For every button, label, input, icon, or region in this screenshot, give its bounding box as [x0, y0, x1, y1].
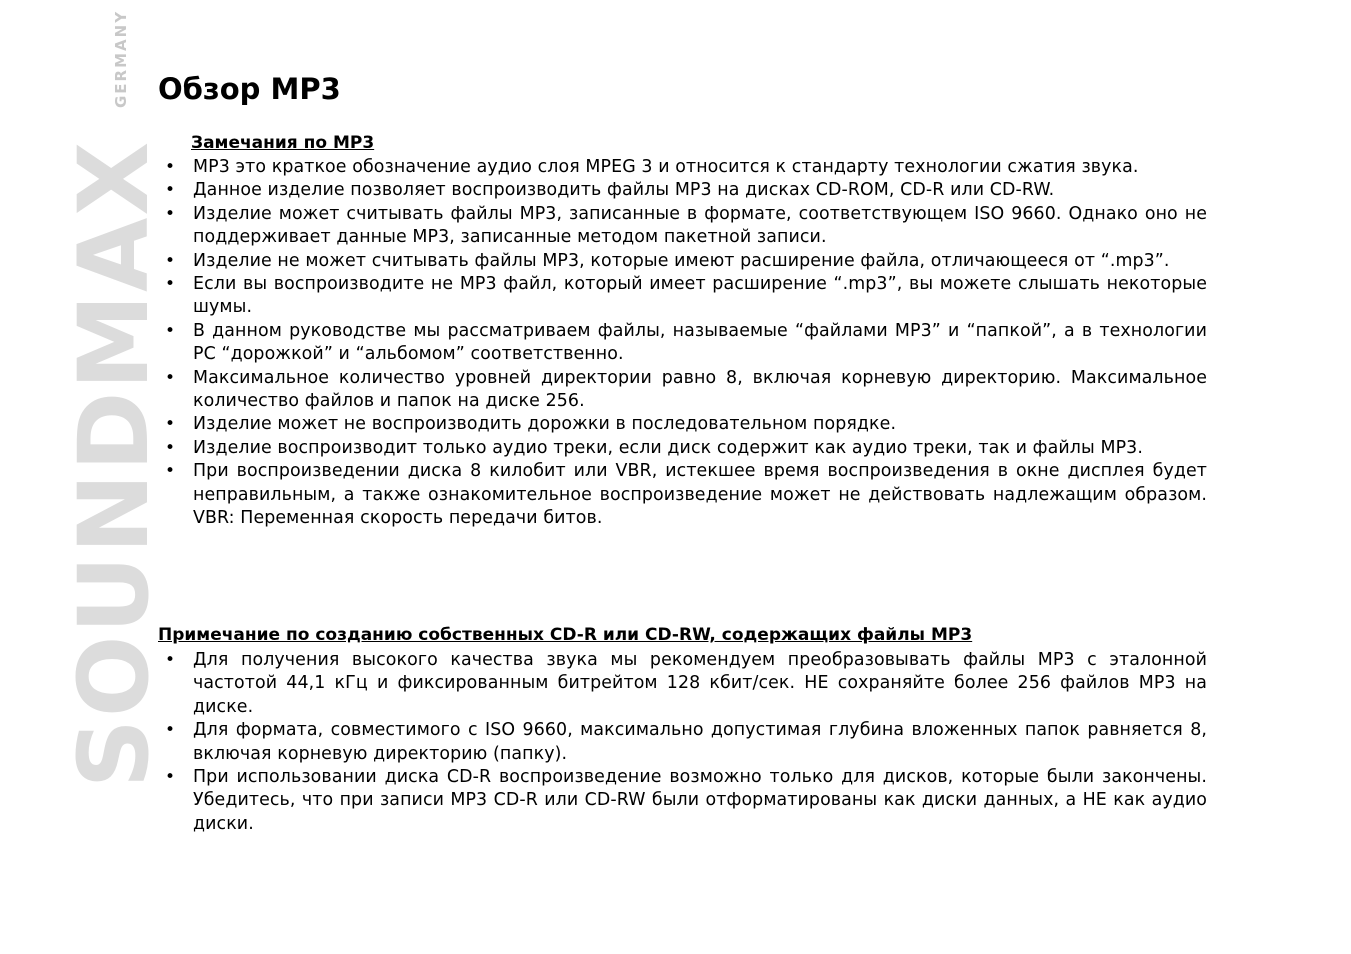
list-item: • Изделие не может считывать файлы MP3, которые имеют расширение файла, отличающееся от “.mp3”. [160, 250, 1207, 273]
list-item: • Изделие может считывать файлы MP3, записанные в формате, соответствующем ISO 9660. Однако оно не поддерживает данные MP3, записанные методом пакетной записи. [160, 203, 1207, 250]
section-heading-mp3-notes: Замечания по MP3 [191, 133, 375, 153]
list-item: • Изделие воспроизводит только аудио треки, если диск содержит как аудио треки, так и файлы MP3. [160, 437, 1207, 460]
page-title: Обзор MP3 [158, 72, 341, 106]
list-item: • В данном руководстве мы рассматриваем файлы, называемые “файлами MP3” и “папкой”, а в технологии PC “дорожкой” и “альбомом” соответственно. [160, 320, 1207, 367]
list-item: • Для формата, совместимого с ISO 9660, максимально допустимая глубина вложенных папок равняется 8, включая корневую директорию (папку). [160, 719, 1207, 766]
mp3-notes-list [160, 156, 1207, 531]
list-item: • При использовании диска CD-R воспроизведение возможно только для дисков, которые были закончены. Убедитесь, что при записи MP3 CD-R или CD-RW были отформатированы как диски данных, а НЕ как аудио диски. [160, 766, 1207, 836]
section-heading-cd-creation: Примечание по созданию собственных CD-R или CD-RW, содержащих файлы MP3 [158, 625, 973, 645]
list-item: • Изделие может не воспроизводить дорожки в последовательном порядке. [160, 413, 1207, 436]
brand-logo-text: SOUNDMAX [58, 139, 170, 789]
brand-country-text: GERMANY [112, 9, 130, 108]
cd-creation-list [160, 649, 1207, 836]
list-item: • MP3 это краткое обозначение аудио слоя MPEG 3 и относится к стандарту технологии сжатия звука. [160, 156, 1207, 179]
list-item: • Для получения высокого качества звука мы рекомендуем преобразовывать файлы MP3 с эталонной частотой 44,1 кГц и фиксированным битрейтом 128 кбит/сек. НЕ сохраняйте более 256 файлов MP3 на диске. [160, 649, 1207, 719]
list-item: • Данное изделие позволяет воспроизводить файлы MP3 на дисках CD-ROM, CD-R или CD-RW. [160, 179, 1207, 202]
brand-watermark [58, 72, 170, 860]
list-item: • При воспроизведении диска 8 килобит или VBR, истекшее время воспроизведения в окне дисплея будет неправильным, а также ознакомительное воспроизведение может не действовать надлежащим образом. VBR: Переменная скорость передачи битов. [160, 460, 1207, 530]
list-item: • Максимальное количество уровней директории равно 8, включая корневую директорию. Максимальное количество файлов и папок на диске 256. [160, 367, 1207, 414]
list-item: • Если вы воспроизводите не MP3 файл, который имеет расширение “.mp3”, вы можете слышать некоторые шумы. [160, 273, 1207, 320]
